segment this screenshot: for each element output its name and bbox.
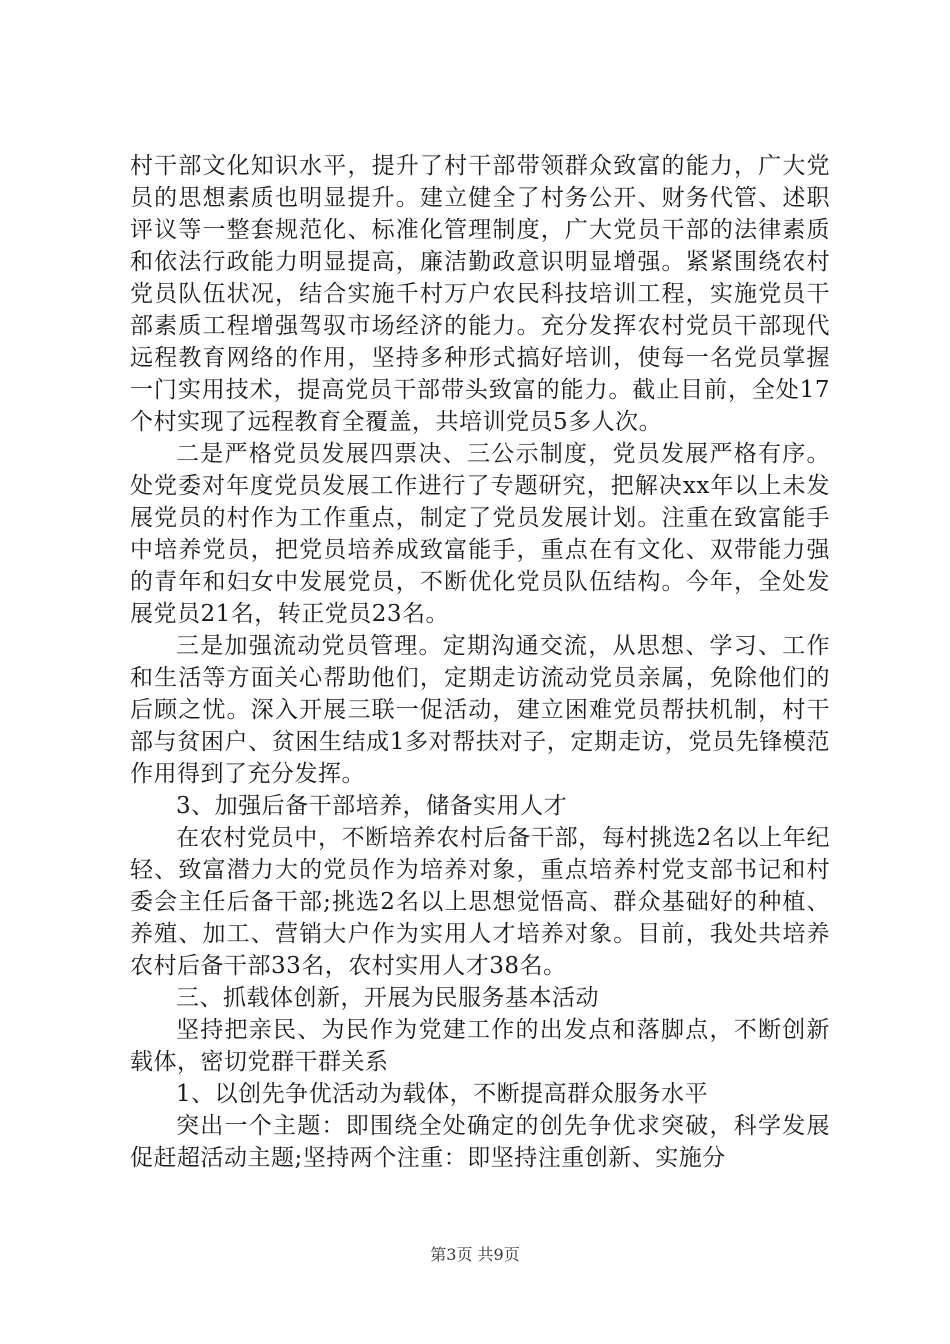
paragraph-excellence-activity: 突出一个主题：即围绕全处确定的创先争优求突破，科学发展促赶超活动主题;坚持两个注重：即坚持注重创新、实施分 [130, 1113, 830, 1171]
page-number-footer: 第3页 共9页 [430, 1245, 520, 1264]
document-body [130, 150, 830, 1174]
paragraph-carrier-innovation: 坚持把亲民、为民作为党建工作的出发点和落脚点，不断创新载体，密切党群干群关系 [130, 1017, 830, 1075]
section-heading-carrier-innovation: 三、抓载体创新，开展为民服务基本活动 [176, 985, 599, 1011]
section-heading-excellence-activity: 1、以创先争优活动为载体，不断提高群众服务水平 [176, 1081, 709, 1107]
section-heading-reserve-cadres: 3、加强后备干部培养，储备实用人才 [176, 793, 568, 819]
paragraph-mobile-party-members: 三是加强流动党员管理。定期沟通交流，从思想、学习、工作和生活等方面关心帮助他们，定期走访流动党员亲属，免除他们的后顾之忧。深入开展三联一促活动，建立困难党员帮扶机制，村干部与贫困户、贫困生结成1多对帮扶对子，定期走访，党员先锋模范作用得到了充分发挥。 [130, 633, 830, 787]
paragraph-reserve-cadres: 在农村党员中，不断培养农村后备干部，每村挑选2名以上年纪轻、致富潜力大的党员作为培养对象，重点培养村党支部书记和村委会主任后备干部;挑选2名以上思想觉悟高、群众基础好的种植、养殖、加工、营销大户作为实用人才培养对象。目前，我处共培养农村后备干部33名，农村实用人才38名。 [130, 825, 830, 979]
paragraph-party-member-development: 二是严格党员发展四票决、三公示制度，党员发展严格有序。处党委对年度党员发展工作进行了专题研究，把解决xx年以上未发展党员的村作为工作重点，制定了党员发展计划。注重在致富能手中培养党员，把党员培养成致富能手，重点在有文化、双带能力强的青年和妇女中发展党员，不断优化党员队伍结构。今年，全处发展党员21名，转正党员23名。 [130, 441, 830, 627]
paragraph-continuation: 村干部文化知识水平，提升了村干部带领群众致富的能力，广大党员的思想素质也明显提升。建立健全了村务公开、财务代管、述职评议等一整套规范化、标准化管理制度，广大党员干部的法律素质和依法行政能力明显提高，廉洁勤政意识明显增强。紧紧围绕农村党员队伍状况，结合实施千村万户农民科技培训工程，实施党员干部素质工程增强驾驭市场经济的能力。充分发挥农村党员干部现代远程教育网络的作用，坚持多种形式搞好培训，使每一名党员掌握一门实用技术，提高党员干部带头致富的能力。截止目前，全处17个村实现了远程教育全覆盖，共培训党员5多人次。 [130, 153, 830, 435]
